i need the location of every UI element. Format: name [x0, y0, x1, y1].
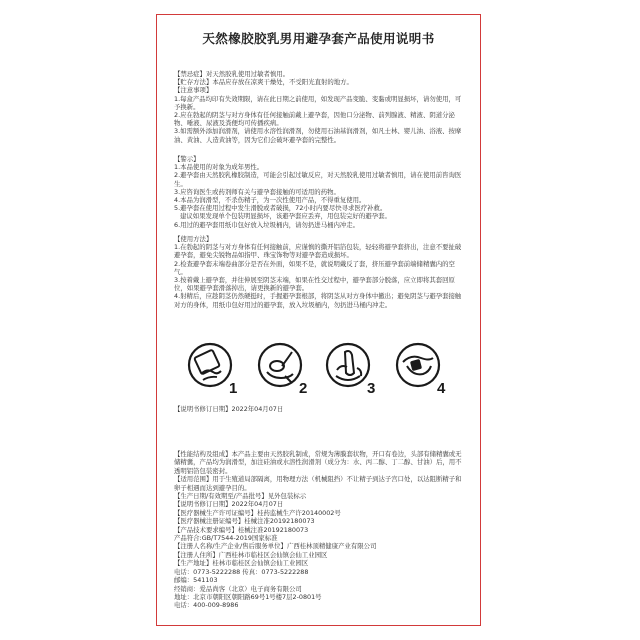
manual-frame	[156, 14, 481, 626]
spec-line: 【生产地址】桂林市临桂区会仙镇会仙工业园区	[174, 559, 309, 568]
spec-line: 经销商：爱品尚客（北京）电子商务有限公司	[174, 584, 302, 593]
usage-item: 4.射精后，应趁阴茎仍然硬挺时，手握避孕套根部，将阴茎从对方身体中撤出；避免阴茎与避孕套接触对方的身体，用纸巾包好用过的避孕套，放入垃圾桶内，勿扔进马桶内冲走。	[174, 292, 462, 309]
spec-line: 【医疗器械注册证编号】桂械注准20192180073	[174, 517, 315, 526]
step-number: 4	[437, 380, 446, 397]
step-1-illustration	[185, 340, 243, 398]
spec-line: 【医疗器械生产许可证编号】桂药监械生产许20140002号	[174, 508, 341, 517]
spec-line: 【产品技术要求编号】桂械注准20192180073	[174, 525, 309, 534]
spec-line: 【适用范围】用于生殖道局部隔离，用物理方法（机械阻挡）不让精子到达子宫口处，以达阻断精子和卵子相遇而达到避孕目的。	[174, 475, 462, 492]
step-2-illustration	[255, 340, 313, 398]
warning-item: 5.避孕套在使用过程中发生滑脱或者破损，72小时内要尽快寻求医疗补救。	[174, 204, 387, 213]
usage-section	[174, 235, 466, 309]
intro-section	[174, 70, 466, 144]
warning-item: 1.本品使用的对象为成年男性。	[174, 163, 264, 172]
specs-section	[174, 450, 466, 610]
warning-item: 4.本品为润滑型，不杀伤精子，为一次性使用产品，不得重复使用。	[174, 196, 366, 205]
spec-line: 电话：400-009-8986	[174, 601, 239, 610]
manual-title: 天然橡胶胶乳男用避孕套产品使用说明书	[202, 31, 435, 46]
spec-line: 【生产日期/有效期至/产品批号】见外包装标示	[174, 492, 307, 501]
notes-header: 【注意事项】	[174, 86, 213, 95]
spec-line: 【注册人名称/生产企业/售后服务单位】广西桂林顶精健康产业有限公司	[174, 542, 377, 551]
usage-header: 【使用方法】	[174, 235, 213, 243]
warning-item: 6.用过的避孕套用纸巾包好放入垃圾桶内，请勿扔进马桶内冲走。	[174, 220, 360, 229]
note-item: 1.每盒产品均印有失效期限，请在此日期之前使用，如发现产品变脆、变黏或明显损坏，请勿使用，可予换新。	[174, 94, 462, 111]
storage-text: 【贮存方法】本品应存放在凉爽干燥处，不受阳光直射的地方。	[174, 78, 353, 87]
revision-section	[174, 405, 466, 413]
spec-line: 邮编：541103	[174, 576, 218, 585]
warning-item: 2.避孕套由天然胶乳橡胶制造，可能会引起过敏反应，对天然胶乳使用过敏者慎用，请在使用前咨询医生。	[174, 171, 462, 188]
usage-item: 3.按着戴上避孕套，并往伸展至阴茎末端，如果在性交过程中，避孕套部分脱落，应立即将其套回原位，如果避孕套滑落掉出，请更换新的避孕套。	[174, 276, 455, 293]
step-number: 3	[367, 380, 376, 397]
usage-item: 2.检查避孕套末端卷曲部分是否在外面，如果不是，就说明戴反了套，挤压避孕套前端储精囊内的空气。	[174, 259, 455, 276]
spec-line: 地址：北京市朝阳区朝阳路69号1号楼7层2-0801号	[174, 592, 322, 601]
contraindication-text: 【禁忌症】对天然胶乳使用过敏者慎用。	[174, 70, 290, 78]
spec-line: 【说明书修订日期】2022年04月07日	[174, 500, 284, 509]
warning-item: 3.应咨询医生或药剂师有关与避孕套接触的可适用的药物。	[174, 187, 340, 196]
step-3-illustration	[323, 340, 381, 398]
warning-header: 【警示】	[174, 155, 200, 163]
step-number: 1	[229, 380, 238, 397]
spec-line: 电话：0773-5222288 传真：0773-5222288	[174, 567, 309, 576]
step-number: 2	[299, 380, 308, 397]
step-4-illustration	[393, 340, 451, 398]
spec-line: 【性能结构及组成】本产品主要由天然胶乳制成，常规为薄膜套状物，开口有卷边，头部有储精囊或无储精囊，产品均为润滑型，加注硅油或水溶性润滑剂（成分为：水、丙二醇、丁二醇、甘油）后，用不透明铝箔包装密封。	[174, 450, 462, 475]
warning-item: 建议如果发现单个包装明显损坏，该避孕套应丢弃，用包装完好的避孕套。	[180, 212, 391, 221]
note-item: 2.应在勃起的阴茎与对方身体有任何接触前戴上避孕套，因他口分泌物、前列腺液、精液、阴道分泌物、唾液、尿液及粪便均可传播疾病。	[174, 111, 455, 128]
warning-section	[174, 155, 466, 229]
spec-line: 产品符合:GB/T7544-2019国家标准	[174, 534, 278, 543]
revision-date: 【说明书修订日期】2022年04月07日	[174, 405, 284, 413]
spec-line: 【注册人住所】广西桂林市临桂区会仙镇会仙工业园区	[174, 550, 328, 559]
note-item: 3.如需额外添加润滑剂，请使用水溶性润滑剂，勿使用石油基润滑剂，如凡士林、婴儿油、浴液、按摩油、黄油、人造黄油等，因为它们会破坏避孕套的完整性。	[174, 127, 462, 144]
usage-item: 1.在勃起的阴茎与对方身体有任何接触前，应谨慎的撕开铝箔包装，轻轻将避孕套挤出，注意不要扯破避孕套，避免尖锐物品如指甲、珠宝饰物等对避孕套造成损坏。	[174, 243, 462, 260]
